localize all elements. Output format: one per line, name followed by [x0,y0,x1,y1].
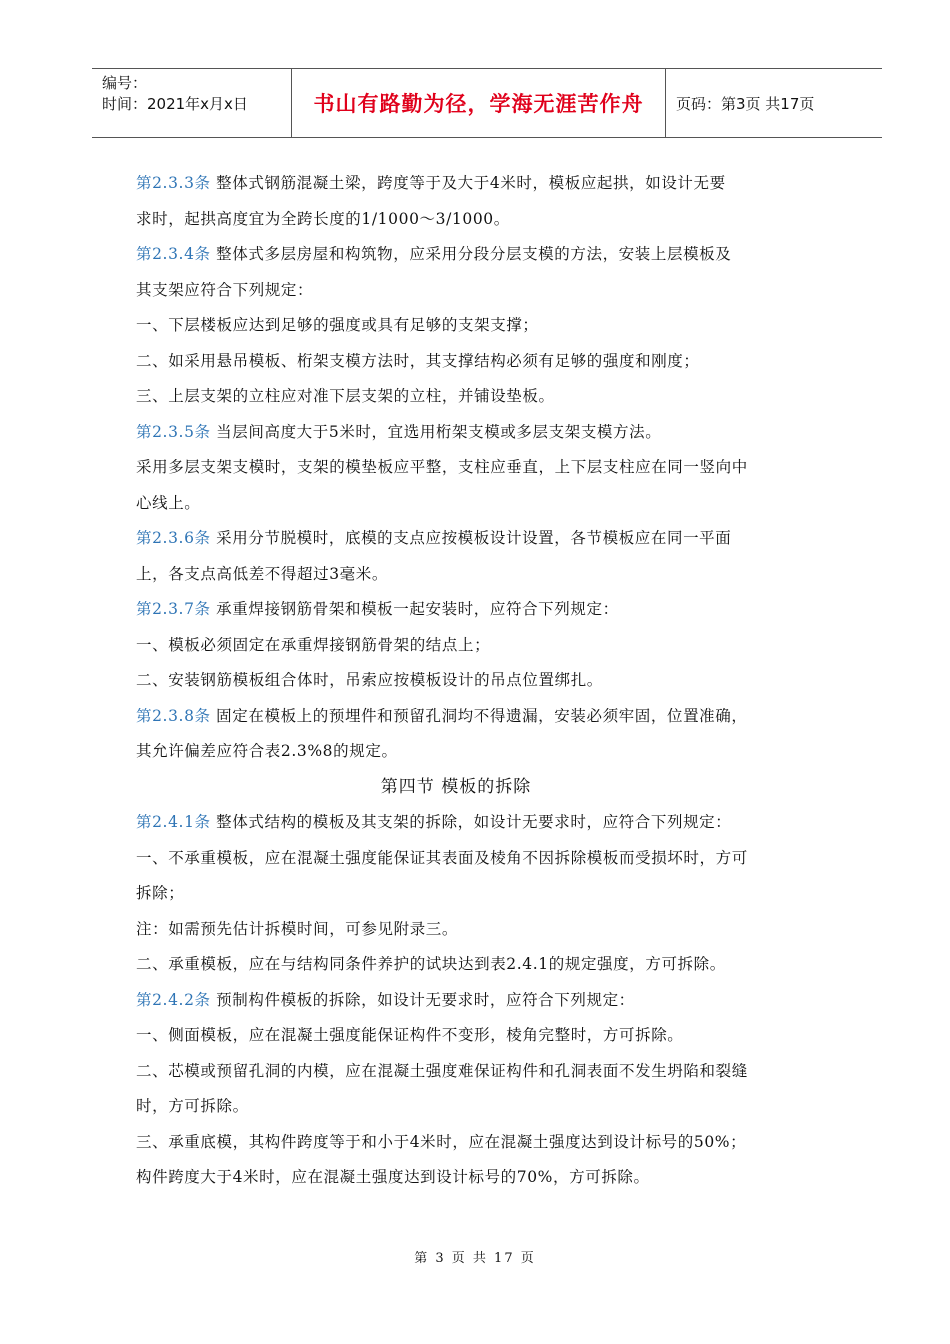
body-line [136,734,836,770]
body-line [136,273,836,309]
line-text: 构件跨度大于4米时，应在混凝土强度达到设计标号的70%，方可拆除。 [136,1168,650,1186]
body-line [136,557,836,593]
line-text: 其允许偏差应符合表2.3%8的规定。 [136,742,398,760]
body-block-2-4 [136,805,836,1196]
body-line [136,1125,836,1161]
body-line [136,1160,836,1196]
article-number: 第2.4.1条 [136,813,211,831]
article-number: 第2.3.4条 [136,245,211,263]
document-header [92,68,882,138]
line-text: 三、上层支架的立柱应对准下层支架的立柱，并铺设垫板。 [136,387,555,405]
body-line [136,379,836,415]
line-text: 一、不承重模板，应在混凝土强度能保证其表面及棱角不因拆除模板而受损坏时，方可 [136,848,748,867]
line-text: 上，各支点高低差不得超过3毫米。 [136,564,388,583]
body-line [136,592,836,628]
line-text: 三、承重底模，其构件跨度等于和小于4米时，应在混凝土强度达到设计标号的50%； [136,1132,747,1151]
page-footer: 第 3 页 共 17 页 [414,1251,536,1266]
line-text: 二、芯模或预留孔洞的内模，应在混凝土强度难保证构件和孔洞表面不发生坍陷和裂缝 [136,1061,748,1080]
line-text: 固定在模板上的预埋件和预留孔洞均不得遗漏，安装必须牢固，位置准确， [210,706,748,725]
line-text: 二、安装钢筋模板组合体时，吊索应按模板设计的吊点位置绑扎。 [136,671,603,689]
line-text: 整体式结构的模板及其支架的拆除，如设计无要求时，应符合下列规定： [210,813,732,831]
article-number: 第2.3.5条 [136,422,211,441]
document-body [136,166,836,1196]
header-meta [92,69,292,137]
line-text: 二、承重模板，应在与结构同条件养护的试块达到表2.4.1的规定强度，方可拆除。 [136,955,726,973]
line-text: 承重焊接钢筋骨架和模板一起安装时，应符合下列规定： [210,600,619,618]
line-text: 整体式多层房屋和构筑物，应采用分段分层支模的方法，安装上层模板及 [210,245,732,263]
article-number: 第2.3.6条 [136,529,211,547]
body-line [136,912,836,948]
body-line [136,947,836,983]
body-line [136,450,836,486]
line-text: 一、侧面模板，应在混凝土强度能保证构件不变形，棱角完整时，方可拆除。 [136,1026,684,1044]
header-time-label: 时间：2021年x月x日 [102,95,248,113]
header-page-info: 页码：第3页 共17页 [676,94,815,113]
line-text: 拆除； [136,884,185,902]
line-text: 一、下层楼板应达到足够的强度或具有足够的支架支撑； [136,316,539,334]
line-text: 预制构件模板的拆除，如设计无要求时，应符合下列规定： [210,990,635,1009]
line-text: 注：如需预先估计拆模时间，可参见附录三。 [136,919,459,938]
body-line [136,166,836,202]
body-line [136,628,836,664]
line-text: 其支架应符合下列规定： [136,280,314,299]
body-line [136,663,836,699]
body-line [136,521,836,557]
article-number: 第2.3.7条 [136,600,211,618]
body-line [136,202,836,238]
header-id-label: 编号： [102,74,148,92]
line-text: 当层间高度大于5米时，宜选用桁架支模或多层支架支模方法。 [210,422,662,441]
line-text: 一、模板必须固定在承重焊接钢筋骨架的结点上； [136,635,491,654]
body-line [136,415,836,451]
line-text: 采用多层支架支模时，支架的模垫板应平整，支柱应垂直，上下层支柱应在同一竖向中 [136,458,748,476]
body-line [136,699,836,735]
line-text: 求时，起拱高度宜为全跨长度的1/1000～3/1000。 [136,209,510,228]
article-number: 第2.3.3条 [136,174,211,192]
line-text: 整体式钢筋混凝土梁，跨度等于及大于4米时，模板应起拱，如设计无要 [210,174,726,192]
body-line [136,344,836,380]
body-line [136,983,836,1019]
body-line [136,805,836,841]
body-line [136,1089,836,1125]
body-block-2-3 [136,166,836,770]
body-line [136,841,836,877]
article-number: 第2.3.8条 [136,706,211,725]
section-title: 第四节 模板的拆除 [380,776,532,797]
body-line [136,876,836,912]
body-line [136,1018,836,1054]
line-text: 心线上。 [136,493,201,512]
body-line [136,486,836,522]
line-text: 时，方可拆除。 [136,1097,249,1115]
line-text: 二、如采用悬吊模板、桁架支模方法时，其支撑结构必须有足够的强度和刚度； [136,351,700,370]
line-text: 采用分节脱模时，底模的支点应按模板设计设置，各节模板应在同一平面 [210,529,732,547]
body-line [136,237,836,273]
header-motto: 书山有路勤为径，学海无涯苦作舟 [292,69,666,137]
body-line [136,308,836,344]
article-number: 第2.4.2条 [136,990,211,1009]
body-line [136,1054,836,1090]
